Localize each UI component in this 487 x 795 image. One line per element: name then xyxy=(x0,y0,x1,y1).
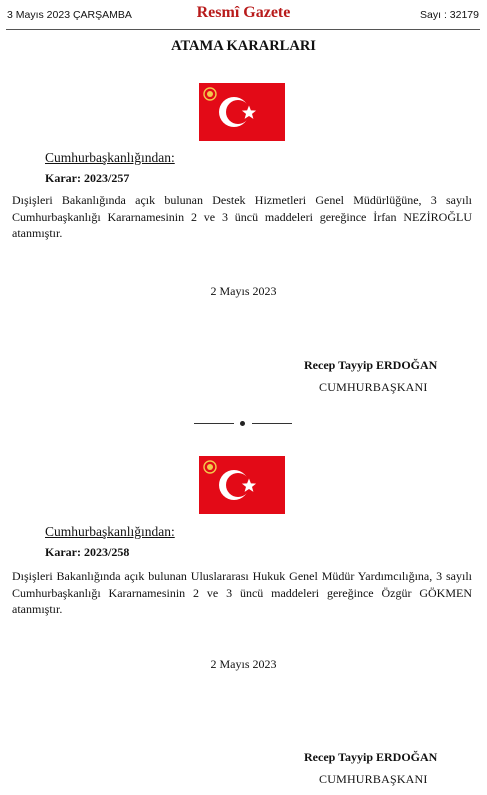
signer-title: CUMHURBAŞKANI xyxy=(319,772,428,786)
header-date: 3 Mayıs 2023 ÇARŞAMBA xyxy=(7,9,132,21)
issuer-label: Cumhurbaşkanlığından: xyxy=(45,524,175,539)
decision-text: Dışişleri Bakanlığında açık bulunan Uluslararası Hukuk Genel Müdür Yardımcılığına, 3 sayılı Cumhurbaşkanlığı Kararnamesinin 2 ve 3 üncü maddeleri gereğince Özgür GÖKMEN atanmıştır. xyxy=(12,569,472,617)
decision-number: Karar: 2023/258 xyxy=(45,545,130,559)
decision-text: Dışişleri Bakanlığında açık bulunan Destek Hizmetleri Genel Müdürlüğüne, 3 sayılı Cumhurbaşkanlığı Kararnamesinin 2 ve 3 üncü maddeleri gereğince İrfan NEZİROĞLU atanmıştır. xyxy=(12,193,472,241)
decision-number: Karar: 2023/257 xyxy=(45,171,130,185)
section-title: ATAMA KARARLARI xyxy=(171,38,316,54)
turkish-flag-emblem-icon xyxy=(199,83,285,141)
signer-name: Recep Tayyip ERDOĞAN xyxy=(304,750,438,764)
decision-date: 2 Mayıs 2023 xyxy=(210,284,277,298)
signer-name: Recep Tayyip ERDOĞAN xyxy=(304,358,438,372)
issue-number: Sayı : 32179 xyxy=(420,9,479,21)
turkish-flag-emblem-icon xyxy=(199,456,285,514)
gazette-title: Resmî Gazete xyxy=(196,4,291,21)
header-divider xyxy=(6,29,480,30)
decision-date: 2 Mayıs 2023 xyxy=(210,657,277,671)
issuer-label: Cumhurbaşkanlığından: xyxy=(45,150,175,165)
section-divider xyxy=(194,423,292,425)
signer-title: CUMHURBAŞKANI xyxy=(319,380,428,394)
